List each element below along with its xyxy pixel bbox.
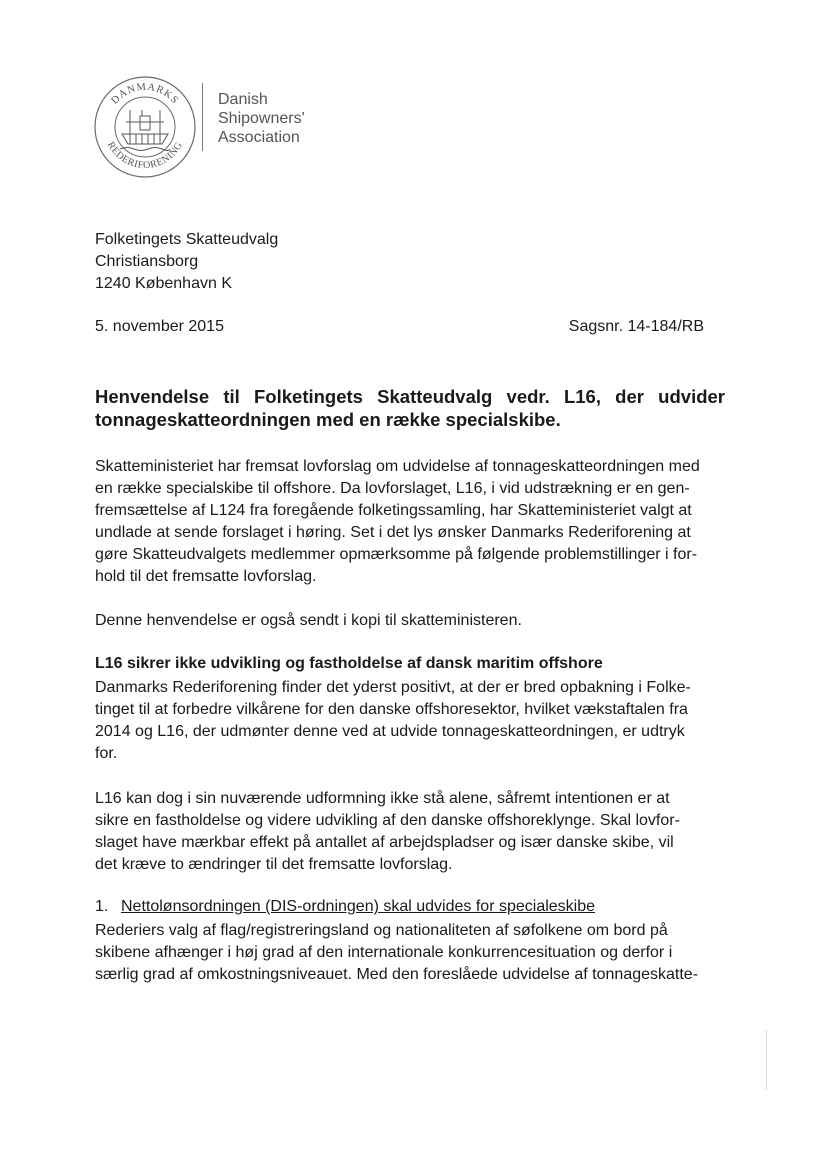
association-logo bbox=[90, 72, 200, 182]
text-line: for. bbox=[95, 745, 118, 762]
brand-line: Shipowners' bbox=[218, 110, 305, 127]
text-line: undlade at sende forslaget i høring. Set i det lys ønsker Danmarks Rederiforening at bbox=[95, 524, 691, 541]
paragraph-intro bbox=[95, 456, 735, 588]
text-line: en række specialskibe til offshore. Da lovforslaget, L16, i vid udstrækning er en gen- bbox=[95, 480, 690, 497]
text-line: gøre Skatteudvalgets medlemmer opmærksomme på følgende problemstillinger i for- bbox=[95, 546, 698, 563]
text-line: L16 kan dog i sin nuværende udformning ikke stå alene, såfremt intentionen er at bbox=[95, 790, 670, 807]
text-line: Skatteministeriet har fremsat lovforslag om udvidelse af tonnageskatteordningen med bbox=[95, 458, 700, 475]
text-line: Rederiers valg af flag/registreringsland og nationaliteten af søfolkene om bord på bbox=[95, 922, 668, 939]
paragraph-support bbox=[95, 677, 735, 765]
text-line: slaget have mærkbar effekt på antallet af arbejdspladser og især danske skibe, vil bbox=[95, 834, 674, 851]
ship-seal-icon bbox=[90, 72, 200, 182]
case-number: Sagsnr. 14-184/RB bbox=[568, 318, 704, 335]
text-line: hold til det fremsatte lovforslag. bbox=[95, 568, 317, 585]
item-number: 1. bbox=[95, 898, 109, 915]
paragraph-copy-note bbox=[95, 610, 735, 632]
svg-text:DANMARKS bbox=[110, 82, 181, 107]
letterhead-divider bbox=[202, 83, 203, 151]
numbered-item-heading bbox=[95, 898, 595, 916]
text-line: det kræve to ændringer til det fremsatte lovforslag. bbox=[95, 856, 453, 873]
logo-ring-top-text: DANMARKS bbox=[109, 81, 181, 107]
item-heading-text: Nettolønsordningen (DIS-ordningen) skal udvides for specialeskibe bbox=[121, 898, 596, 915]
text-line: tinget til at forbedre vilkårene for den danske offshoresektor, hvilket vækstaftalen fra bbox=[95, 701, 688, 718]
address-line: 1240 København K bbox=[95, 275, 232, 292]
svg-text:REDERIFORENING bbox=[105, 140, 185, 171]
address-line: Folketingets Skatteudvalg bbox=[95, 231, 279, 248]
text-line: sikre en fastholdelse og videre udvikling af den danske offshoreklynge. Skal lovfor- bbox=[95, 812, 680, 829]
section-heading: L16 sikrer ikke udvikling og fastholdelse af dansk maritim offshore bbox=[95, 655, 603, 672]
paragraph-flag-choice bbox=[95, 920, 735, 986]
brand-line: Danish bbox=[218, 91, 268, 108]
letter-date: 5. november 2015 bbox=[95, 318, 224, 335]
text-line: Denne henvendelse er også sendt i kopi til skatteministeren. bbox=[95, 612, 522, 629]
address-line: Christiansborg bbox=[95, 253, 199, 270]
paragraph-changes bbox=[95, 788, 735, 876]
title-line: Henvendelse til Folketingets Skatteudvalg vedr. L16, der udvider bbox=[95, 386, 725, 407]
text-line: særlig grad af omkostningsniveauet. Med den foreslåede udvidelse af tonnageskatte- bbox=[95, 966, 699, 983]
letter-title bbox=[95, 385, 725, 431]
text-line: skibene afhænger i høj grad af den internationale konkurrencesituation og derfor i bbox=[95, 944, 673, 961]
scan-artifact bbox=[766, 1030, 767, 1090]
text-line: fremsættelse af L124 fra foregående folketingssamling, har Skatteministeriet valgt at bbox=[95, 502, 692, 519]
title-line: tonnageskatteordningen med en række specialskibe. bbox=[95, 409, 561, 430]
association-name bbox=[218, 90, 305, 147]
recipient-address bbox=[95, 229, 278, 295]
text-line: Danmarks Rederiforening finder det yderst positivt, at der er bred opbakning i Folke- bbox=[95, 679, 691, 696]
logo-ring-bottom-text: REDERIFORENING bbox=[104, 140, 186, 172]
brand-line: Association bbox=[218, 129, 300, 146]
text-line: 2014 og L16, der udmønter denne ved at udvide tonnageskatteordningen, er udtryk bbox=[95, 723, 685, 740]
